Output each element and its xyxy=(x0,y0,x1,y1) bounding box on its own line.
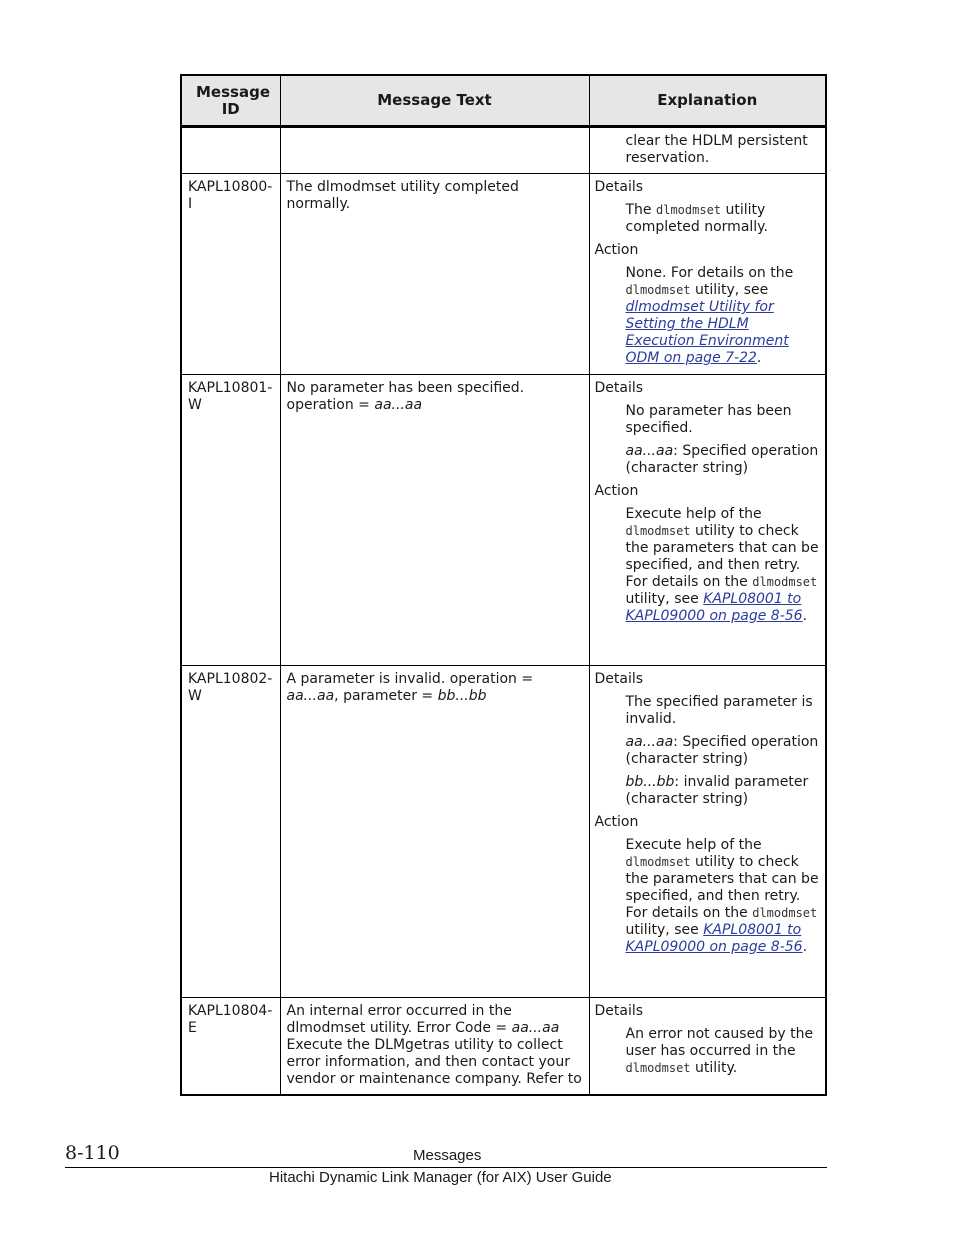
message-text: An internal error occurred in the dlmodmset utility. Error Code = aa...aa Execute the DLMgetras utility to collect error information, and then contact your vendor or maintenance company. Refer to xyxy=(280,998,589,1096)
explanation xyxy=(589,998,826,1096)
footer-section-title: Messages xyxy=(413,1147,482,1164)
message-text: No parameter has been specified. operation = aa...aa xyxy=(280,375,589,666)
action-text: Execute help of the dlmodmset utility to check the parameters that can be specified, and then retry. For details on the dlmodmset utility, see KAPL08001 to KAPL09000 on page 8-56. xyxy=(625,506,819,624)
table-row xyxy=(181,666,826,998)
header-message-text: Message Text xyxy=(280,75,589,127)
cross-reference-link[interactable]: KAPL08001 to KAPL09000 on page 8-56 xyxy=(625,922,803,955)
cross-reference-link[interactable]: dlmodmset Utility for Setting the HDLM Execution Environment ODM on page 7-22 xyxy=(625,299,789,366)
footer-divider xyxy=(65,1167,827,1168)
message-text: A parameter is invalid. operation = aa...aa, parameter = bb...bb xyxy=(280,666,589,998)
messages-table xyxy=(180,74,827,1096)
message-id: KAPL10804-E xyxy=(181,998,280,1096)
action-text: Execute help of the dlmodmset utility to check the parameters that can be specified, and then retry. For details on the dlmodmset utility, see KAPL08001 to KAPL09000 on page 8-56. xyxy=(625,837,819,955)
cell-text xyxy=(280,127,589,174)
details-variable: aa...aa: Specified operation (character string) xyxy=(625,443,819,476)
table-header-row xyxy=(181,75,826,127)
action-label: Action xyxy=(594,483,639,499)
table-row xyxy=(181,998,826,1096)
details-text: The dlmodmset utility completed normally. xyxy=(625,202,768,235)
details-label: Details xyxy=(594,671,644,687)
message-id: KAPL10802-W xyxy=(181,666,280,998)
details-label: Details xyxy=(594,179,644,195)
table-row xyxy=(181,375,826,666)
message-id: KAPL10800-I xyxy=(181,174,280,375)
action-label: Action xyxy=(594,242,639,258)
explanation xyxy=(589,666,826,998)
explanation-continuation: clear the HDLM persistent reservation. xyxy=(625,133,808,166)
table-row-continuation xyxy=(181,127,826,174)
message-id: KAPL10801-W xyxy=(181,375,280,666)
explanation xyxy=(589,174,826,375)
message-text: The dlmodmset utility completed normally. xyxy=(280,174,589,375)
explanation xyxy=(589,375,826,666)
header-message-id: Message ID xyxy=(181,75,280,127)
details-variable: bb...bb: invalid parameter (character string) xyxy=(625,774,809,807)
details-label: Details xyxy=(594,380,644,396)
details-text: The specified parameter is invalid. xyxy=(625,694,813,727)
table-row xyxy=(181,174,826,375)
cell-explanation xyxy=(589,127,826,174)
details-text: An error not caused by the user has occurred in the dlmodmset utility. xyxy=(625,1026,814,1076)
details-variable: aa...aa: Specified operation (character string) xyxy=(625,734,819,767)
details-text: No parameter has been specified. xyxy=(625,403,792,436)
cross-reference-link[interactable]: KAPL08001 to KAPL09000 on page 8-56 xyxy=(625,591,803,624)
header-explanation: Explanation xyxy=(589,75,826,127)
cell-id xyxy=(181,127,280,174)
action-text: None. For details on the dlmodmset utility, see dlmodmset Utility for Setting the HDLM Execution Environment ODM on page 7-22. xyxy=(625,265,794,366)
footer-guide-title: Hitachi Dynamic Link Manager (for AIX) User Guide xyxy=(269,1169,612,1186)
action-label: Action xyxy=(594,814,639,830)
page-number: 8-110 xyxy=(65,1142,120,1164)
details-label: Details xyxy=(594,1003,644,1019)
